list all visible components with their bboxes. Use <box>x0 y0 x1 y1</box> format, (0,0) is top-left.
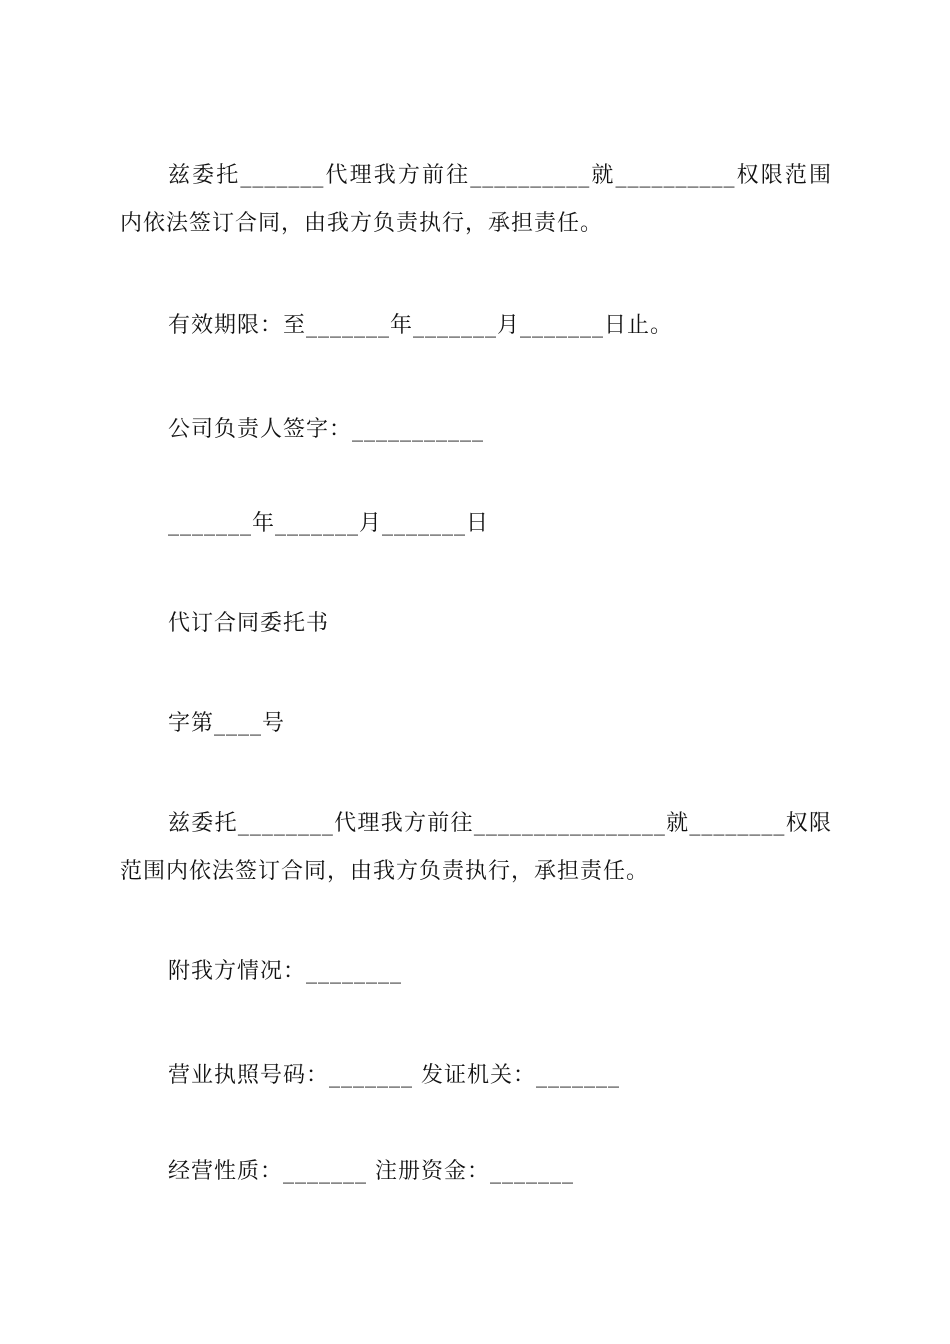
signature-line: 公司负责人签字：___________ <box>168 417 485 442</box>
business-info: 经营性质：_______ 注册资金：_______ <box>168 1159 574 1184</box>
our-party-info: 附我方情况：________ <box>168 959 403 984</box>
license-info: 营业执照号码：_______ 发证机关：_______ <box>168 1063 620 1088</box>
entrust-paragraph-1: 兹委托_______代理我方前往__________就__________权限范围内依法签订合同，由我方负责执行，承担责任。 <box>120 163 832 236</box>
entrust-paragraph-2: 兹委托________代理我方前往________________就________权限范围内依法签订合同，由我方负责执行，承担责任。 <box>120 811 832 884</box>
date-line: _______年_______月_______日 <box>168 511 490 536</box>
validity-period: 有效期限：至_______年_______月_______日止。 <box>168 313 674 338</box>
document-number: 字第____号 <box>168 711 286 736</box>
document-title: 代订合同委托书 <box>168 611 330 636</box>
